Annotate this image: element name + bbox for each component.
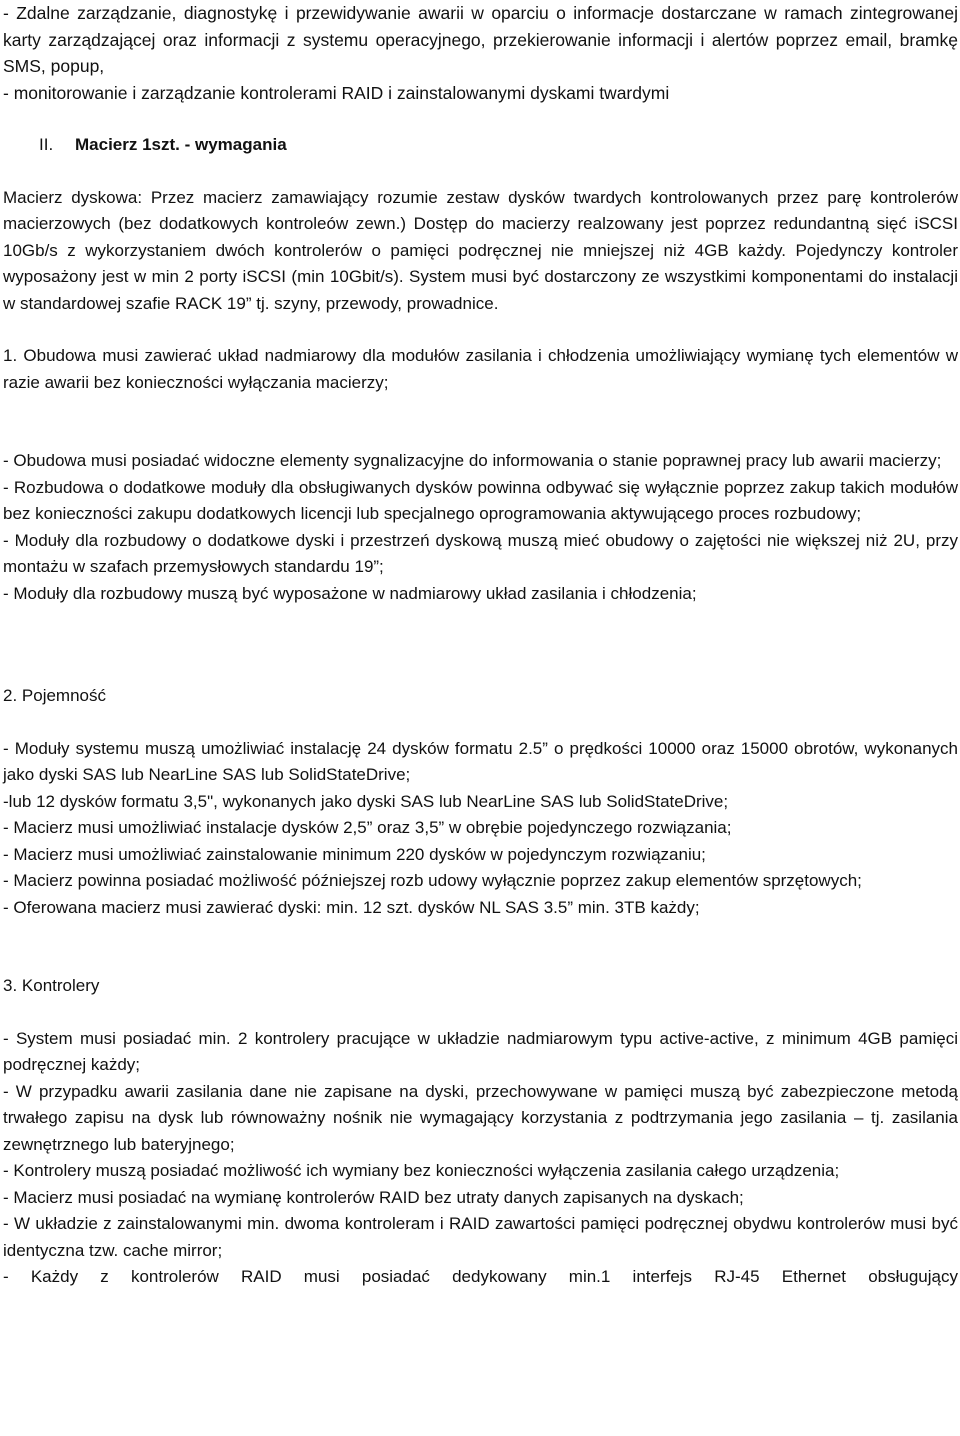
list-item: - Moduły dla rozbudowy muszą być wyposażone w nadmiarowy układ zasilania i chłodzenia; xyxy=(3,583,697,603)
list-item: - Oferowana macierz musi zawierać dyski: min. 12 szt. dysków NL SAS 3.5” min. 3TB każdy; xyxy=(3,897,700,917)
array-definition-paragraph: Macierz dyskowa: Przez macierz zamawiający rozumie zestaw dysków twardych kontrolowanych przez parę kontrolerów macierzowych (bez dodatkowych kontroleów zewn.) Dostęp do macierzy realzowany jest poprzez redundantną sięć iSCSI 10Gb/s z wykorzystaniem dwóch kontrolerów o pamięci podręcznej nie mniejszej niż 4GB każdy. Pojedynczy kontroler wyposażony jest w min 2 porty iSCSI (min 10Gbit/s). System musi być dostarczony ze wszystkimi komponentami do instalacji w standardowej szafie RACK 19” tj. szyny, przewody, prowadnice. xyxy=(3,187,958,313)
intro-paragraph-remote-management: - Zdalne zarządzanie, diagnostykę i przewidywanie awarii w oparciu o informacje dostarczane w ramach zintegrowanej karty zarządzającej oraz informacji z systemu operacyjnego, przekierowanie informacji i alertów poprzez email, bramkę SMS, popup, xyxy=(3,3,958,76)
controller-requirements-list xyxy=(3,1026,958,1291)
enclosure-requirements-list xyxy=(3,448,958,607)
section-ii-heading xyxy=(3,132,958,159)
intro-paragraph-raid-monitoring: - monitorowanie i zarządzanie kontrolerami RAID i zainstalowanymi dyskami twardymi xyxy=(3,82,670,103)
item-1-paragraph: 1. Obudowa musi zawierać układ nadmiarowy dla modułów zasilania i chłodzenia umożliwiający wymianę tych elementów w razie awarii bez konieczności wyłączania macierzy; xyxy=(3,346,958,392)
capacity-requirements-list xyxy=(3,736,958,922)
list-item: - Macierz musi umożliwiać zainstalowanie minimum 220 dysków w pojedynczym rozwiązaniu; xyxy=(3,844,706,864)
list-item: - Obudowa musi posiadać widoczne elementy sygnalizacyjne do informowania o stanie poprawnej pracy lub awarii macierzy; xyxy=(3,451,942,470)
section-3-heading: 3. Kontrolery xyxy=(3,976,100,995)
list-item: -lub 12 dysków formatu 3,5", wykonanych jako dyski SAS lub NearLine SAS lub SolidStateDrive; xyxy=(3,791,729,811)
list-item: - Rozbudowa o dodatkowe moduły dla obsługiwanych dysków powinna odbywać się wyłącznie poprzez zakup takich modułów bez konieczności zakupu dodatkowych licencji lub specjalnego oprogramowania aktywującego proces rozbudowy; xyxy=(3,477,958,523)
list-item: - Macierz musi posiadać na wymianę kontrolerów RAID bez utraty danych zapisanych na dyskach; xyxy=(3,1187,744,1207)
list-item: - Macierz musi umożliwiać instalacje dysków 2,5” oraz 3,5” w obrębie pojedynczego rozwiązania; xyxy=(3,818,732,837)
list-item: - System musi posiadać min. 2 kontrolery pracujące w układzie nadmiarowym typu active-active, z minimum 4GB pamięci podręcznej każdy; xyxy=(3,1028,958,1074)
list-item: - Moduły systemu muszą umożliwiać instalację 24 dysków formatu 2.5” o prędkości 10000 oraz 15000 obrotów, wykonanych jako dyski SAS lub NearLine SAS lub SolidStateDrive; xyxy=(3,738,958,784)
list-item: - W przypadku awarii zasilania dane nie zapisane na dyski, przechowywane w pamięci muszą być zabezpieczone metodą trwałego zapisu na dysk lub równoważny nośnik nie wymagający korzystania z podtrzymania jego zasilania – tj. zasilania zewnętrznego lub bateryjnego; xyxy=(3,1081,958,1154)
list-item: - Kontrolery muszą posiadać możliwość ich wymiany bez konieczności wyłączenia zasilania całego urządzenia; xyxy=(3,1161,840,1180)
section-ii-title: Macierz 1szt. xyxy=(75,135,180,154)
list-item: - Macierz powinna posiadać możliwość późniejszej rozb udowy wyłącznie poprzez zakup elementów sprzętowych; xyxy=(3,871,862,890)
section-2-heading: 2. Pojemność xyxy=(3,686,106,705)
list-item: - Każdy z kontrolerów RAID musi posiadać dedykowany min.1 interfejs RJ-45 Ethernet obsługujący xyxy=(3,1267,958,1286)
section-ii-number: II. xyxy=(39,135,54,154)
list-item: - Moduły dla rozbudowy o dodatkowe dyski i przestrzeń dyskową muszą mieć obudowy o zajętości nie większej niż 2U, przy montażu w szafach przemysłowych standardu 19”; xyxy=(3,530,958,576)
list-item: - W układzie z zainstalowanymi min. dwoma kontroleram i RAID zawartości pamięci podręcznej obydwu kontrolerów musi być identyczna tzw. cache mirror; xyxy=(3,1214,958,1260)
section-ii-title-suffix: - wymagania xyxy=(179,135,287,154)
